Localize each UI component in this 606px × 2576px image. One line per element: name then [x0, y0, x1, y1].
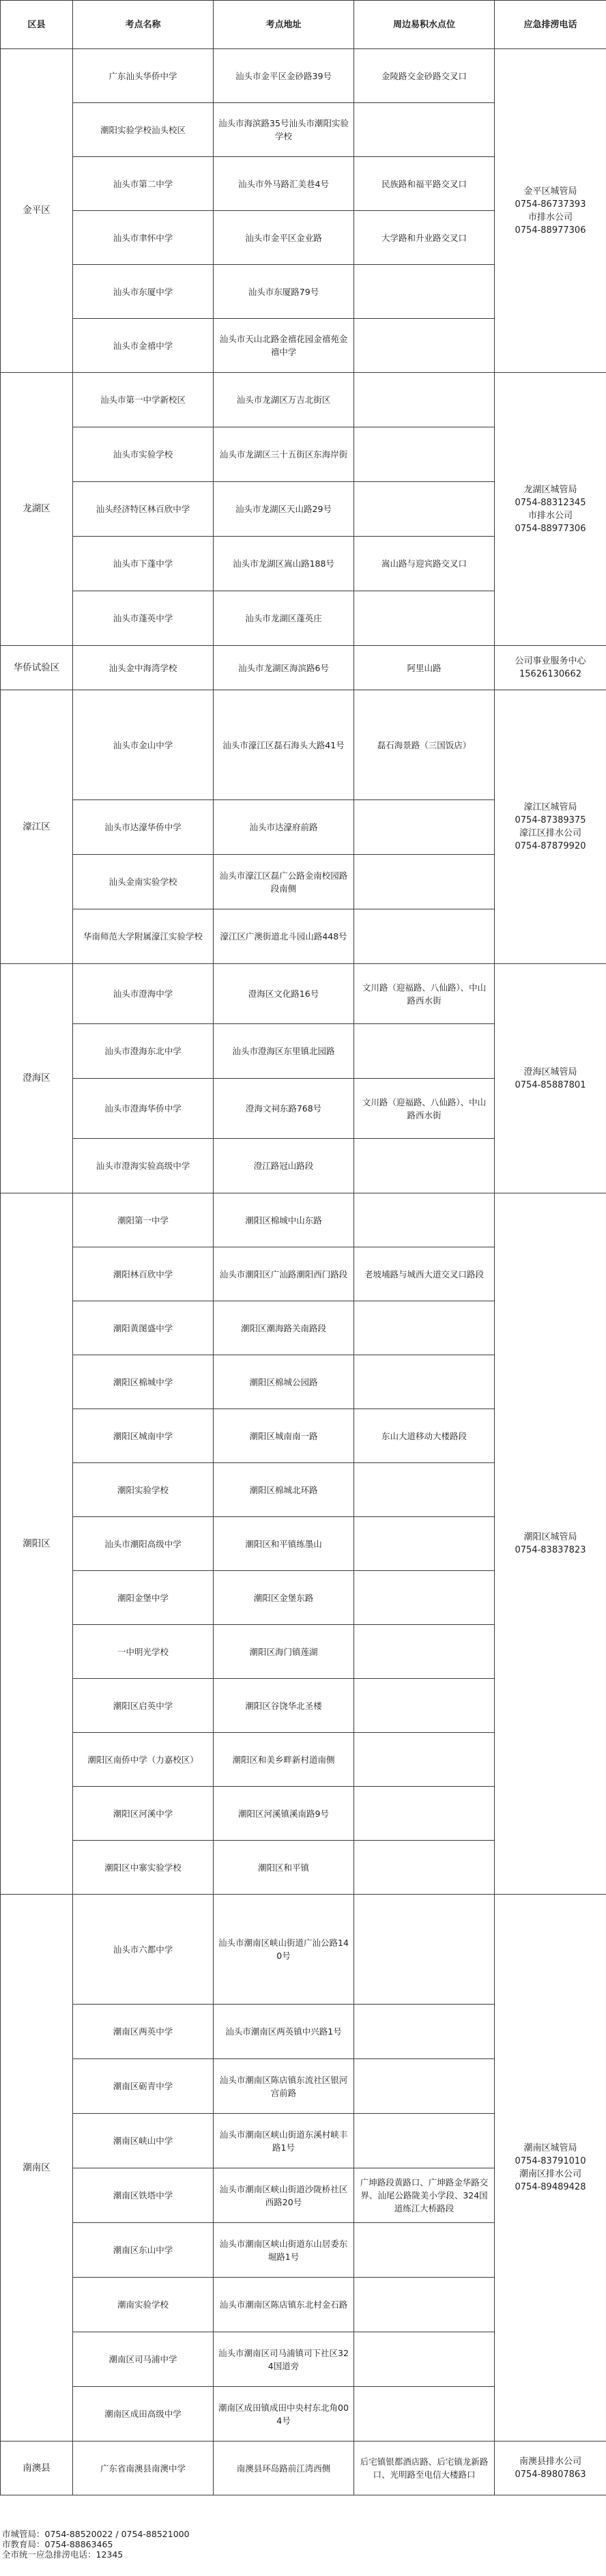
school-name-cell: 汕头市实验学校	[73, 427, 214, 482]
emergency-contact-cell	[495, 690, 606, 964]
school-name-cell: 汕头市澄海实验高级中学	[73, 1139, 214, 1193]
school-name-cell: 潮南实验学校	[73, 2278, 214, 2332]
flood-point-cell: 民族路和福平路交叉口	[354, 157, 495, 211]
flood-point-cell	[354, 265, 495, 319]
flood-point-cell	[354, 2005, 495, 2059]
emergency-contact-cell	[495, 373, 606, 646]
flood-point-cell	[354, 855, 495, 909]
contact-line: 15626130662	[519, 669, 581, 679]
emergency-contact-cell	[495, 964, 606, 1193]
district-cell: 南澳县	[1, 2441, 73, 2495]
school-name-cell: 潮阳金堡中学	[73, 1571, 214, 1625]
school-name-cell: 潮南区成田高级中学	[73, 2387, 214, 2441]
school-name-cell: 汕头经济特区林百欣中学	[73, 482, 214, 537]
school-address-cell: 汕头市潮阳区广汕路潮阳西门路段	[214, 1247, 354, 1301]
school-name-cell: 汕头市澄海东北中学	[73, 1024, 214, 1079]
table-header-row	[1, 1, 606, 49]
flood-point-cell	[354, 1895, 495, 2005]
header-emergency-phone: 应急排涝电话	[495, 1, 606, 49]
flood-point-cell	[354, 1355, 495, 1409]
flood-point-cell	[354, 319, 495, 373]
school-name-cell: 潮阳区城南中学	[73, 1409, 214, 1463]
contact-line: 澄海区城管局	[523, 1066, 577, 1077]
contact-line: 濠江区排水公司	[519, 828, 581, 838]
school-address-cell: 澄海区文化路16号	[214, 964, 354, 1024]
school-address-cell: 汕头市龙湖区万吉北街区	[214, 373, 354, 427]
emergency-contact-cell	[495, 646, 606, 690]
flood-point-cell	[354, 103, 495, 157]
flood-point-cell	[354, 800, 495, 855]
school-name-cell: 汕头市澄海中学	[73, 964, 214, 1024]
school-name-cell: 汕头市澄海华侨中学	[73, 1079, 214, 1139]
school-name-cell: 潮南区峡山中学	[73, 2114, 214, 2168]
school-name-cell: 汕头市聿怀中学	[73, 211, 214, 265]
emergency-contact-cell	[495, 1193, 606, 1895]
school-address-cell: 汕头市海滨路35号汕头市潮阳实验学校	[214, 103, 354, 157]
school-address-cell: 潮阳区棉城公园路	[214, 1355, 354, 1409]
school-address-cell: 汕头市东厦路79号	[214, 265, 354, 319]
flood-point-cell	[354, 427, 495, 482]
footer-contacts	[2, 2529, 603, 2560]
flood-point-cell: 金陵路交金砂路交叉口	[354, 49, 495, 103]
flood-point-cell	[354, 482, 495, 537]
school-name-cell: 汕头市第一中学新校区	[73, 373, 214, 427]
district-cell: 潮南区	[1, 1895, 73, 2441]
school-address-cell: 汕头市金平区金砂路39号	[214, 49, 354, 103]
contact-line: 南澳县排水公司	[519, 2457, 581, 2467]
school-name-cell: 潮阳实验学校汕头校区	[73, 103, 214, 157]
school-address-cell: 潮阳区金堡东路	[214, 1571, 354, 1625]
school-name-cell: 汕头市潮阳高级中学	[73, 1517, 214, 1571]
school-name-cell: 汕头市金禧中学	[73, 319, 214, 373]
school-address-cell: 潮阳区城南南一路	[214, 1409, 354, 1463]
flood-point-cell: 磊石海景路（三国饭店）	[354, 690, 495, 800]
flood-point-cell	[354, 909, 495, 964]
school-address-cell: 汕头市濠江区磊广公路金南校园路段南侧	[214, 855, 354, 909]
contact-line: 金平区城管局	[523, 186, 577, 197]
flood-point-cell	[354, 373, 495, 427]
school-name-cell: 潮阳黄图盛中学	[73, 1301, 214, 1355]
school-name-cell: 汕头市蓬英中学	[73, 591, 214, 646]
header-address: 考点地址	[214, 1, 354, 49]
contact-line: 潮南区排水公司	[519, 2169, 581, 2179]
flood-point-cell	[354, 1571, 495, 1625]
contact-line: 0754-89489428	[515, 2182, 586, 2192]
contact-line: 濠江区城管局	[523, 802, 577, 812]
header-district: 区县	[1, 1, 73, 49]
school-address-cell: 汕头市濠江区磊石海头大路41号	[214, 690, 354, 800]
contact-line: 0754-83791010	[515, 2156, 586, 2166]
school-address-cell: 潮阳区棉城北环路	[214, 1463, 354, 1517]
header-flood-point: 周边易积水点位	[354, 1, 495, 49]
school-address-cell: 澄江路冠山路段	[214, 1139, 354, 1193]
school-name-cell: 汕头金中海湾学校	[73, 646, 214, 690]
contact-line: 0754-87389375	[515, 815, 586, 825]
flood-point-cell: 文川路（迎福路、八仙路）、中山路西水街	[354, 1079, 495, 1139]
flood-point-cell	[354, 2387, 495, 2441]
school-address-cell: 汕头市龙湖区三十五街区东海岸街	[214, 427, 354, 482]
school-name-cell: 潮南区司马浦中学	[73, 2332, 214, 2387]
school-name-cell: 潮阳区南侨中学（力嘉校区）	[73, 1733, 214, 1787]
school-address-cell: 潮阳区潮海路关南路段	[214, 1301, 354, 1355]
school-name-cell: 汕头市第二中学	[73, 157, 214, 211]
school-name-cell: 潮阳区中寨实验学校	[73, 1841, 214, 1895]
contact-line: 潮阳区城管局	[523, 1532, 577, 1542]
school-address-cell: 潮阳区河溪镇溪南路9号	[214, 1787, 354, 1841]
school-address-cell: 汕头市龙湖区嵩山路188号	[214, 537, 354, 591]
flood-point-cell: 东山大道移动大楼路段	[354, 1409, 495, 1463]
school-address-cell: 潮阳区谷饶华北圣楼	[214, 1679, 354, 1733]
school-name-cell: 潮阳第一中学	[73, 1193, 214, 1247]
flood-point-cell: 大学路和升业路交叉口	[354, 211, 495, 265]
school-name-cell: 潮阳区棉城中学	[73, 1355, 214, 1409]
school-address-cell: 汕头市潮南区陈店镇东流社区银河宫前路	[214, 2059, 354, 2114]
flood-point-cell: 后宅镇银都酒店路、后宅镇龙新路口、光明路至电信大楼路口	[354, 2441, 495, 2495]
flood-point-cell	[354, 2332, 495, 2387]
flood-point-cell	[354, 2223, 495, 2278]
school-address-cell: 濠江区广澳街道北斗园山路448号	[214, 909, 354, 964]
school-address-cell: 汕头市龙湖区海滨路6号	[214, 646, 354, 690]
district-cell: 澄海区	[1, 964, 73, 1193]
contact-line: 龙湖区城管局	[523, 484, 577, 495]
school-name-cell: 潮阳区河溪中学	[73, 1787, 214, 1841]
flood-point-cell	[354, 2059, 495, 2114]
flood-point-cell	[354, 1733, 495, 1787]
contact-line: 0754-83837823	[515, 1545, 586, 1555]
school-address-cell: 汕头市天山北路金禧花园金禧苑金禧中学	[214, 319, 354, 373]
school-name-cell: 汕头市达濠华侨中学	[73, 800, 214, 855]
table-body	[1, 49, 606, 2495]
table-row	[1, 1895, 606, 2005]
school-address-cell: 汕头市龙湖区天山路29号	[214, 482, 354, 537]
school-address-cell: 汕头市达濠府前路	[214, 800, 354, 855]
school-address-cell: 汕头市龙湖区蓬英庄	[214, 591, 354, 646]
school-name-cell: 潮南区砺青中学	[73, 2059, 214, 2114]
school-address-cell: 汕头市金平区金业路	[214, 211, 354, 265]
school-address-cell: 潮阳区和美乡畔新村道南侧	[214, 1733, 354, 1787]
school-address-cell: 汕头市潮南区峡山街道东溪村峡丰路1号	[214, 2114, 354, 2168]
contact-line: 0754-86737393	[515, 199, 586, 210]
contact-line: 市排水公司	[528, 510, 573, 521]
flood-point-cell	[354, 1679, 495, 1733]
school-address-cell: 汕头市潮南区陈店镇东北村金石路	[214, 2278, 354, 2332]
flood-point-cell	[354, 1024, 495, 1079]
district-cell: 华侨试验区	[1, 646, 73, 690]
school-name-cell: 潮阳区启英中学	[73, 1679, 214, 1733]
footer-line-city-management: 市城管局：0754-88520022 / 0754-88521000	[2, 2529, 190, 2539]
footer-line-hotline: 全市统一应急排涝电话：12345	[2, 2549, 124, 2560]
school-name-cell: 广东汕头华侨中学	[73, 49, 214, 103]
district-cell: 龙湖区	[1, 373, 73, 646]
school-address-cell: 汕头市潮南区两英镇中兴路1号	[214, 2005, 354, 2059]
contact-line: 0754-89807863	[515, 2469, 586, 2480]
flood-point-cell: 广坤路段黄路口、广坤路金华路交界、汕尾公路陇美小学段、324国道练江大桥路段	[354, 2168, 495, 2223]
flood-point-cell: 文川路（迎福路、八仙路）、中山路西水街	[354, 964, 495, 1024]
flood-point-cell	[354, 1517, 495, 1571]
flood-point-cell	[354, 2278, 495, 2332]
contact-line: 0754-88977306	[515, 225, 586, 236]
school-name-cell: 潮南区两英中学	[73, 2005, 214, 2059]
flood-point-cell	[354, 1139, 495, 1193]
flood-point-cell	[354, 1787, 495, 1841]
school-name-cell: 汕头市东厦中学	[73, 265, 214, 319]
table-row	[1, 964, 606, 1024]
school-name-cell: 汕头市下蓬中学	[73, 537, 214, 591]
district-cell: 濠江区	[1, 690, 73, 964]
school-address-cell: 汕头市潮南区峡山街道沙陇桥社区西路20号	[214, 2168, 354, 2223]
contact-line: 0754-88977306	[515, 523, 586, 534]
school-address-cell: 汕头市潮南区峡山街道东山居委东堀路1号	[214, 2223, 354, 2278]
school-name-cell: 汕头市六都中学	[73, 1895, 214, 2005]
school-address-cell: 南澳县环岛路前江湾西侧	[214, 2441, 354, 2495]
school-address-cell: 潮阳区海门镇莲湖	[214, 1625, 354, 1679]
school-name-cell: 一中明光学校	[73, 1625, 214, 1679]
school-address-cell: 潮南区成田镇成田中央村东北角004号	[214, 2387, 354, 2441]
flood-point-cell: 嵩山路与迎宾路交叉口	[354, 537, 495, 591]
school-address-cell: 澄海文祠东路768号	[214, 1079, 354, 1139]
contact-line: 0754-88312345	[515, 497, 586, 508]
table-row	[1, 1193, 606, 1247]
contact-line: 0754-85887801	[515, 1079, 586, 1090]
flood-point-cell	[354, 1463, 495, 1517]
table-row	[1, 2441, 606, 2495]
contact-line: 0754-87879920	[515, 841, 586, 851]
school-name-cell: 潮南区东山中学	[73, 2223, 214, 2278]
flood-point-cell	[354, 1841, 495, 1895]
school-address-cell: 汕头市潮南区峡山街道广汕公路140号	[214, 1895, 354, 2005]
flood-point-cell	[354, 1625, 495, 1679]
district-cell: 金平区	[1, 49, 73, 373]
emergency-contact-cell	[495, 1895, 606, 2441]
table-row	[1, 49, 606, 103]
district-cell: 潮阳区	[1, 1193, 73, 1895]
school-address-cell: 潮阳区棉城中山东路	[214, 1193, 354, 1247]
emergency-contact-cell	[495, 2441, 606, 2495]
flood-point-cell	[354, 2114, 495, 2168]
school-name-cell: 广东省南澳县南澳中学	[73, 2441, 214, 2495]
flood-point-cell	[354, 1193, 495, 1247]
footer-line-education-bureau: 市教育局：0754-88863465	[2, 2539, 113, 2549]
school-name-cell: 汕头市金山中学	[73, 690, 214, 800]
school-name-cell: 潮阳实验学校	[73, 1463, 214, 1517]
table-row	[1, 690, 606, 800]
school-name-cell: 汕头金南实验学校	[73, 855, 214, 909]
contact-line: 潮南区城管局	[523, 2143, 577, 2153]
school-address-cell: 潮阳区和平镇练墨山	[214, 1517, 354, 1571]
school-name-cell: 华南师范大学附属濠江实验学校	[73, 909, 214, 964]
school-name-cell: 潮南区铁塔中学	[73, 2168, 214, 2223]
table-row	[1, 646, 606, 690]
contact-line: 公司事业服务中心	[515, 656, 586, 666]
emergency-contact-cell	[495, 49, 606, 373]
flood-point-cell: 老坡埔路与城西大道交叉口路段	[354, 1247, 495, 1301]
school-address-cell: 汕头市潮南区司马浦镇司下社区324国道旁	[214, 2332, 354, 2387]
flood-point-cell: 阿里山路	[354, 646, 495, 690]
flood-point-cell	[354, 591, 495, 646]
contact-line: 市排水公司	[528, 212, 573, 223]
table-row	[1, 373, 606, 427]
school-address-cell: 汕头市外马路汇美巷4号	[214, 157, 354, 211]
flood-point-cell	[354, 1301, 495, 1355]
school-address-cell: 潮阳区和平镇	[214, 1841, 354, 1895]
header-school: 考点名称	[73, 1, 214, 49]
school-name-cell: 潮阳林百欣中学	[73, 1247, 214, 1301]
school-address-cell: 汕头市澄海区东里镇北园路	[214, 1024, 354, 1079]
